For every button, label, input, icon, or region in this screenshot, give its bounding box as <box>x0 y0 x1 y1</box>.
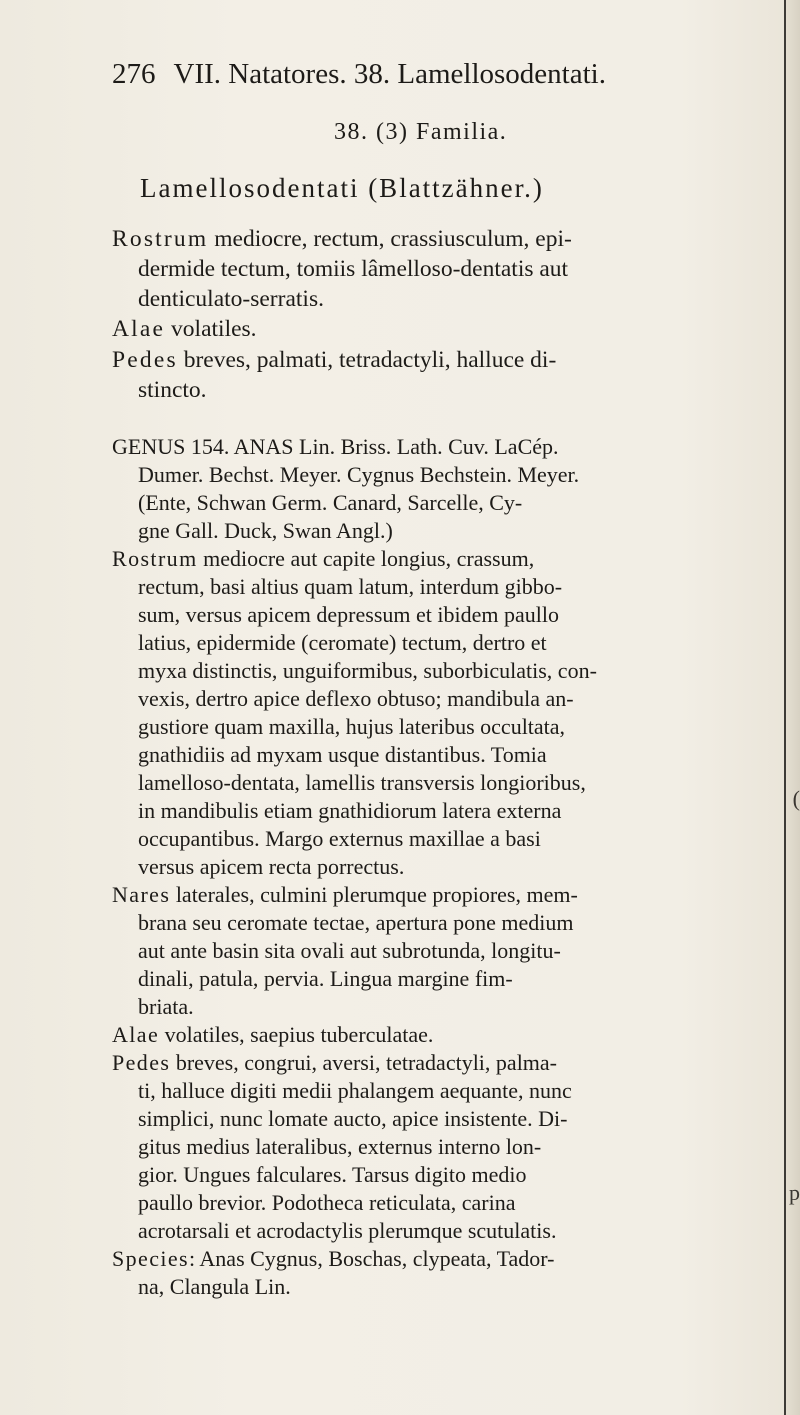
genus-line: gior. Ungues falculares. Tarsus digito medio <box>138 1162 527 1187</box>
genus-line: brana seu ceromate tectae, apertura pone medium <box>138 910 574 935</box>
edge-mark: p <box>789 1180 800 1205</box>
genus-line: lamelloso-dentata, lamellis transversis longioribus, <box>138 770 586 795</box>
genus-line: Nares laterales, culmini plerumque propiores, mem- <box>112 882 578 907</box>
running-title: VII. Natatores. 38. Lamellosodentati. <box>173 58 606 90</box>
text-line: denticulato-serratis. <box>138 286 324 312</box>
genus-line: gne Gall. Duck, Swan Angl.) <box>138 518 393 543</box>
text-line: dermide tectum, tomiis lâmelloso-dentatis aut <box>138 256 569 282</box>
genus-line: Alae volatiles, saepius tuberculatae. <box>112 1022 434 1047</box>
genus-line: briata. <box>138 994 194 1019</box>
genus-line: (Ente, Schwan Germ. Canard, Sarcelle, Cy- <box>138 490 523 515</box>
genus-line: in mandibulis etiam gnathidiorum latera externa <box>138 798 562 823</box>
genus-line: latius, epidermide (ceromate) tectum, dertro et <box>138 630 547 655</box>
term: Nares <box>112 882 171 907</box>
page-edge-rule <box>784 0 786 1415</box>
genus-line: Dumer. Bechst. Meyer. Cygnus Bechstein. Meyer. <box>138 462 580 487</box>
text-line: Alae volatiles. <box>112 316 257 342</box>
page-number: 276 <box>112 58 156 90</box>
term: Alae <box>112 316 166 342</box>
genus-line: occupantibus. Margo externus maxillae a basi <box>138 826 541 851</box>
genus-line: Pedes breves, congrui, aversi, tetradactyli, palma- <box>112 1050 558 1075</box>
genus-line: paullo brevior. Podotheca reticulata, carina <box>138 1190 516 1215</box>
genus-line: simplici, nunc lomate aucto, apice insistente. Di- <box>138 1106 568 1131</box>
family-title: Lamellosodentati (Blattzähner.) <box>140 173 544 203</box>
genus-line: GENUS 154. ANAS Lin. Briss. Lath. Cuv. LaCép. <box>112 434 559 459</box>
genus-line: versus apicem recta porrectus. <box>138 854 405 879</box>
term: Rostrum <box>112 546 198 571</box>
genus-line: myxa distinctis, unguiformibus, suborbiculatis, con- <box>138 658 597 683</box>
genus-line: gustiore quam maxilla, hujus lateribus occultata, <box>138 714 566 739</box>
term: Alae <box>112 1022 160 1047</box>
running-header <box>112 58 606 91</box>
genus-line: acrotarsali et acrodactylis plerumque scutulatis. <box>138 1218 557 1243</box>
genus-line: gitus medius lateralibus, externus interno lon- <box>138 1134 542 1159</box>
term: Pedes <box>112 1050 171 1075</box>
term: Rostrum <box>112 226 209 252</box>
genus-line: Species: Anas Cygnus, Boschas, clypeata, Tador- <box>112 1246 555 1271</box>
text-line: Pedes breves, palmati, tetradactyli, halluce di- <box>112 347 557 373</box>
term: Pedes <box>112 347 178 373</box>
genus-line: vexis, dertro apice deflexo obtuso; mandibula an- <box>138 686 574 711</box>
genus-line: gnathidiis ad myxam usque distantibus. Tomia <box>138 742 547 767</box>
genus-line: ti, halluce digiti medii phalangem aequante, nunc <box>138 1078 572 1103</box>
genus-line: sum, versus apicem depressum et ibidem paullo <box>138 602 559 627</box>
genus-line: dinali, patula, pervia. Lingua margine fim- <box>138 966 513 991</box>
family-number: 38. (3) Familia. <box>334 119 508 145</box>
text-line: stincto. <box>138 377 207 403</box>
genus-line: aut ante basin sita ovali aut subrotunda, longitu- <box>138 938 561 963</box>
edge-mark: ( <box>792 786 800 811</box>
term: Species <box>112 1246 190 1271</box>
text-line: Rostrum mediocre, rectum, crassiusculum, epi- <box>112 226 572 252</box>
genus-line: na, Clangula Lin. <box>138 1274 291 1299</box>
genus-line: Rostrum mediocre aut capite longius, crassum, <box>112 546 535 571</box>
genus-line: rectum, basi altius quam latum, interdum gibbo- <box>138 574 563 599</box>
